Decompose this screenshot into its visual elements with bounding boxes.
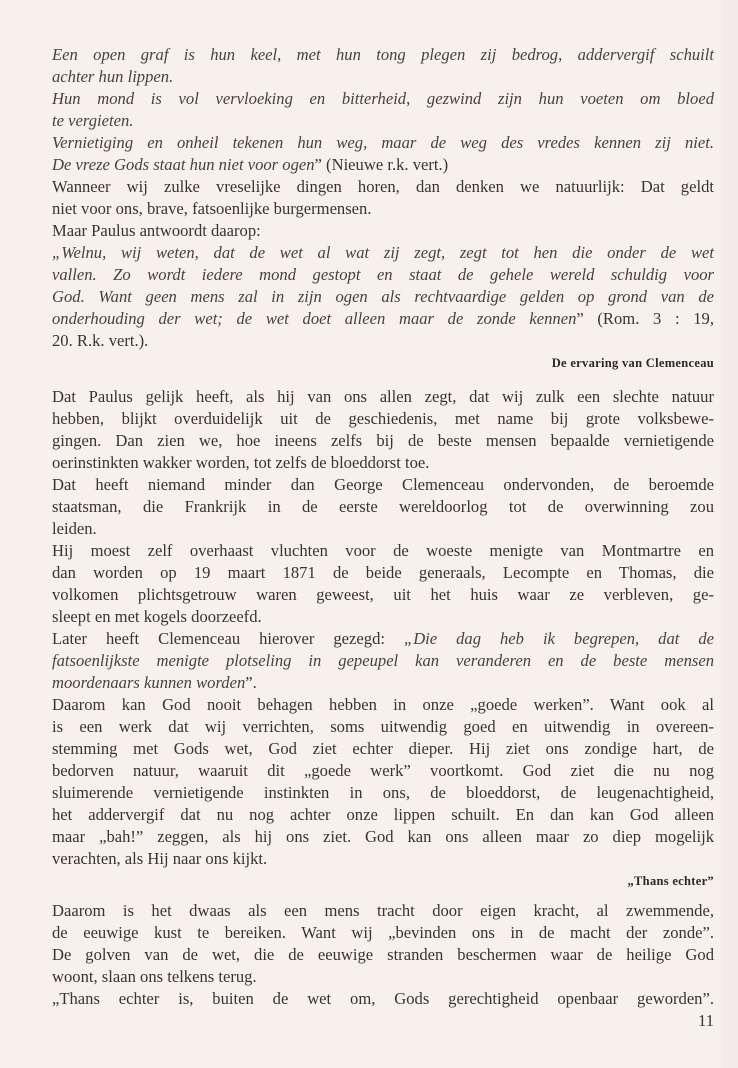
body-text: sluimerende vernietigende instinkten in ons, de bloeddorst, de leugenachtigheid, [52, 783, 714, 802]
text-line [52, 716, 714, 738]
text-line [52, 518, 714, 540]
section-heading: De ervaring van Clemenceau [551, 356, 714, 370]
body-text: sleept en met kogels doorzeefd. [52, 607, 262, 626]
text-line [52, 308, 714, 330]
text-line [52, 988, 714, 1010]
text-line [52, 330, 714, 352]
body-text: Later heeft Clemenceau hierover gezegd: [52, 629, 404, 648]
text-line [52, 650, 714, 672]
text-line [52, 694, 714, 716]
text-line [52, 606, 714, 628]
body-text: maar „bah!” zeggen, als hij ons ziet. God kan ons alleen maar zo diep mogelijk [52, 827, 714, 846]
body-text: leiden. [52, 519, 97, 538]
body-text: Daarom kan God nooit behagen hebben in onze „goede werken”. Want ook al [52, 695, 714, 714]
body-text: Daarom is het dwaas als een mens tracht door eigen kracht, al zwemmende, [52, 901, 714, 920]
text-line [52, 176, 714, 198]
italic-quote-text: vallen. Zo wordt iedere mond gestopt en staat de gehele wereld schuldig voor [52, 265, 714, 284]
text-line [52, 826, 714, 848]
text-line [52, 540, 714, 562]
body-text: Wanneer wij zulke vreselijke dingen horen, dan denken we natuurlijk: Dat geldt [52, 177, 714, 196]
text-line [52, 286, 714, 308]
body-text: is een werk dat wij verrichten, soms uitwendig goed en uitwendig in overeen- [52, 717, 714, 736]
text-line [52, 496, 714, 518]
italic-quote-text: Een open graf is hun keel, met hun tong plegen zij bedrog, addervergif schuilt [52, 45, 714, 64]
body-text: ” (Nieuwe r.k. vert.) [314, 155, 449, 174]
body-text: stemming met Gods wet, God ziet echter dieper. Hij ziet ons zondige hart, de [52, 739, 714, 758]
body-text: bedorven natuur, waaruit dit „goede werk” voortkomt. God ziet die nu nog [52, 761, 714, 780]
body-text: Dat Paulus gelijk heeft, als hij van ons allen zegt, dat wij zulk een slechte natuur [52, 387, 714, 406]
section-heading: „Thans echter” [627, 874, 714, 888]
text-line [52, 66, 714, 88]
body-text: „Thans echter is, buiten de wet om, Gods gerechtigheid openbaar geworden”. [52, 989, 714, 1008]
text-line [52, 562, 714, 584]
text-line [52, 848, 714, 870]
text-line [52, 44, 714, 66]
body-text: verachten, als Hij naar ons kijkt. [52, 849, 268, 868]
italic-quote-text: moordenaars kunnen worden [52, 673, 246, 692]
text-line [52, 408, 714, 430]
text-line [52, 782, 714, 804]
text-line [52, 474, 714, 496]
body-text: ” (Rom. 3 : 19, [576, 309, 714, 328]
text-line [52, 154, 714, 176]
body-text: Hij moest zelf overhaast vluchten voor de woeste menigte van Montmartre en [52, 541, 714, 560]
italic-quote-text: Vernietiging en onheil tekenen hun weg, maar de weg des vredes kennen zij niet. [52, 133, 714, 152]
page-body [52, 44, 714, 1032]
body-text: Dat heeft niemand minder dan George Clemenceau ondervonden, de beroemde [52, 475, 714, 494]
body-text: Maar Paulus antwoordt daarop: [52, 221, 261, 240]
text-line [52, 584, 714, 606]
italic-quote-text: „Welnu, wij weten, dat de wet al wat zij zegt, zegt tot hen die onder de wet [52, 243, 714, 262]
italic-quote-text: achter hun lippen. [52, 67, 174, 86]
body-text: oerinstinkten wakker worden, tot zelfs de bloeddorst toe. [52, 453, 430, 472]
text-line [52, 804, 714, 826]
body-text: dan worden op 19 maart 1871 de beide generaals, Lecompte en Thomas, die [52, 563, 714, 582]
body-text: woont, slaan ons telkens terug. [52, 967, 257, 986]
body-text: niet voor ons, brave, fatsoenlijke burgermensen. [52, 199, 372, 218]
italic-quote-text: fatsoenlijkste menigte plotseling in gepeupel kan veranderen en de beste mensen [52, 651, 714, 670]
text-line [52, 198, 714, 220]
text-line [52, 672, 714, 694]
text-line [52, 386, 714, 408]
body-text: volkomen plichtsgetrouw waren geweest, uit het huis waar ze verbleven, ge- [52, 585, 714, 604]
italic-quote-text: De vreze Gods staat hun niet voor ogen [52, 155, 315, 174]
italic-quote-text: onderhouding der wet; de wet doet alleen maar de zonde kennen [52, 309, 577, 328]
text-line [52, 242, 714, 264]
text-line [52, 944, 714, 966]
text-line [52, 900, 714, 922]
body-text: hebben, blijkt overduidelijk uit de geschiedenis, met name bij grote volksbewe- [52, 409, 714, 428]
text-line [52, 760, 714, 782]
italic-quote-text: God. Want geen mens zal in zijn ogen als rechtvaardige gelden op grond van de [52, 287, 714, 306]
text-line [52, 452, 714, 474]
body-text: gingen. Dan zien we, hoe ineens zelfs bij de beste mensen bepaalde vernietigende [52, 431, 714, 450]
body-text: de eeuwige kust te bereiken. Want wij „bevinden ons in de macht der zonde”. [52, 923, 714, 942]
body-text: 20. R.k. vert.). [52, 331, 149, 350]
text-line [52, 132, 714, 154]
body-text: De golven van de wet, die de eeuwige stranden beschermen waar de heilige God [52, 945, 714, 964]
text-line [52, 430, 714, 452]
text-line [52, 110, 714, 132]
text-line [52, 966, 714, 988]
text-line [52, 922, 714, 944]
text-line [52, 628, 714, 650]
page-number: 11 [698, 1011, 714, 1030]
text-line [52, 264, 714, 286]
body-text: staatsman, die Frankrijk in de eerste wereldoorlog tot de overwinning zou [52, 497, 714, 516]
italic-quote-text: te vergieten. [52, 111, 134, 130]
body-text: ”. [245, 673, 257, 692]
body-text: het addervergif dat nu nog achter onze lippen schuilt. En dan kan God alleen [52, 805, 714, 824]
text-line [52, 88, 714, 110]
text-line [52, 738, 714, 760]
text-line [52, 220, 714, 242]
italic-quote-text: „Die dag heb ik begrepen, dat de [403, 629, 715, 648]
italic-quote-text: Hun mond is vol vervloeking en bitterheid, gezwind zijn hun voeten om bloed [52, 89, 714, 108]
